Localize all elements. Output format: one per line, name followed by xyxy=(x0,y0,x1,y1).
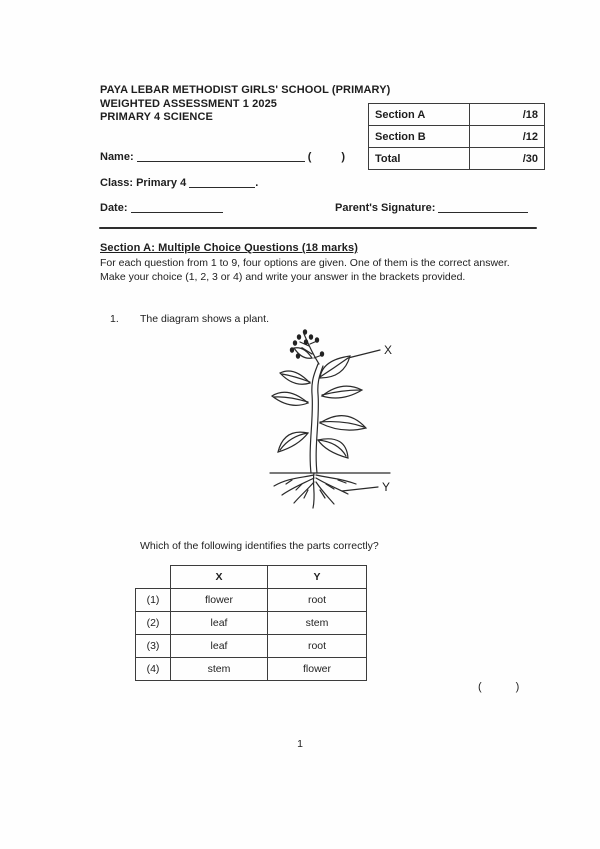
score-label: Section A xyxy=(369,104,470,126)
exam-header xyxy=(100,84,390,125)
option-y-value: flower xyxy=(268,658,367,681)
register-number-bracket-close: ) xyxy=(341,151,346,163)
options-col-header-y: Y xyxy=(268,566,367,589)
answer-bracket-close: ) xyxy=(515,681,520,693)
answer-brackets xyxy=(478,681,519,693)
option-number: (4) xyxy=(136,658,171,681)
option-x-value: leaf xyxy=(171,635,268,658)
instruction-line-1: For each question from 1 to 9, four options are given. One of them is the correct answer. xyxy=(100,257,510,269)
label-y: Y xyxy=(382,480,391,494)
option-y-value: root xyxy=(268,589,367,612)
option-number: (1) xyxy=(136,589,171,612)
parent-signature-label: Parent's Signature: xyxy=(335,202,436,214)
name-blank-line xyxy=(137,149,305,162)
options-corner-cell xyxy=(136,566,171,589)
question-1-text: The diagram shows a plant. xyxy=(140,313,269,325)
score-label: Section B xyxy=(369,126,470,148)
name-label: Name: xyxy=(100,151,134,163)
assessment-title: WEIGHTED ASSESSMENT 1 2025 xyxy=(100,97,278,110)
score-row-section-a xyxy=(369,104,545,126)
instruction-line-2: Make your choice (1, 2, 3 or 4) and write your answer in the brackets provided. xyxy=(100,270,466,283)
option-row-2 xyxy=(136,612,367,635)
options-col-header-x: X xyxy=(171,566,268,589)
class-blank-line xyxy=(189,175,255,188)
plant-diagram xyxy=(262,328,402,513)
score-table xyxy=(368,103,545,170)
option-row-4 xyxy=(136,658,367,681)
option-row-3 xyxy=(136,635,367,658)
option-number: (2) xyxy=(136,612,171,635)
option-row-1 xyxy=(136,589,367,612)
page-number: 1 xyxy=(297,738,303,750)
name-field-line xyxy=(100,149,345,163)
score-row-total xyxy=(369,148,545,170)
score-marks: /18 xyxy=(470,104,545,126)
plant-flower-spike xyxy=(290,329,324,364)
date-field-line xyxy=(100,200,223,214)
option-x-value: leaf xyxy=(171,612,268,635)
option-y-value: stem xyxy=(268,612,367,635)
options-header-row xyxy=(136,566,367,589)
date-label: Date: xyxy=(100,202,128,214)
score-label: Total xyxy=(369,148,470,170)
score-row-section-b xyxy=(369,126,545,148)
question-1-number: 1. xyxy=(110,313,119,325)
class-suffix: . xyxy=(255,177,259,189)
class-label: Class: Primary 4 xyxy=(100,177,187,189)
section-a-heading: Section A: Multiple Choice Questions (18 marks) xyxy=(100,242,358,254)
register-number-bracket-open: ( xyxy=(307,151,312,163)
score-marks: /30 xyxy=(470,148,545,170)
options-table xyxy=(135,565,367,681)
school-name: PAYA LEBAR METHODIST GIRLS' SCHOOL (PRIMARY) xyxy=(100,84,391,96)
answer-bracket-open: ( xyxy=(478,681,482,693)
option-x-value: flower xyxy=(171,589,268,612)
class-field-line xyxy=(100,175,258,189)
option-x-value: stem xyxy=(171,658,268,681)
label-x: X xyxy=(384,343,393,357)
parent-signature-blank-line xyxy=(438,200,528,213)
score-marks: /12 xyxy=(470,126,545,148)
option-y-value: root xyxy=(268,635,367,658)
option-number: (3) xyxy=(136,635,171,658)
subject-title: PRIMARY 4 SCIENCE xyxy=(100,111,213,123)
date-blank-line xyxy=(131,200,223,213)
plant-stem xyxy=(310,364,323,473)
parent-signature-line xyxy=(335,200,528,214)
section-divider-line xyxy=(99,227,537,229)
question-1-sub-question: Which of the following identifies the parts correctly? xyxy=(140,540,379,552)
section-a-instructions xyxy=(100,257,510,284)
